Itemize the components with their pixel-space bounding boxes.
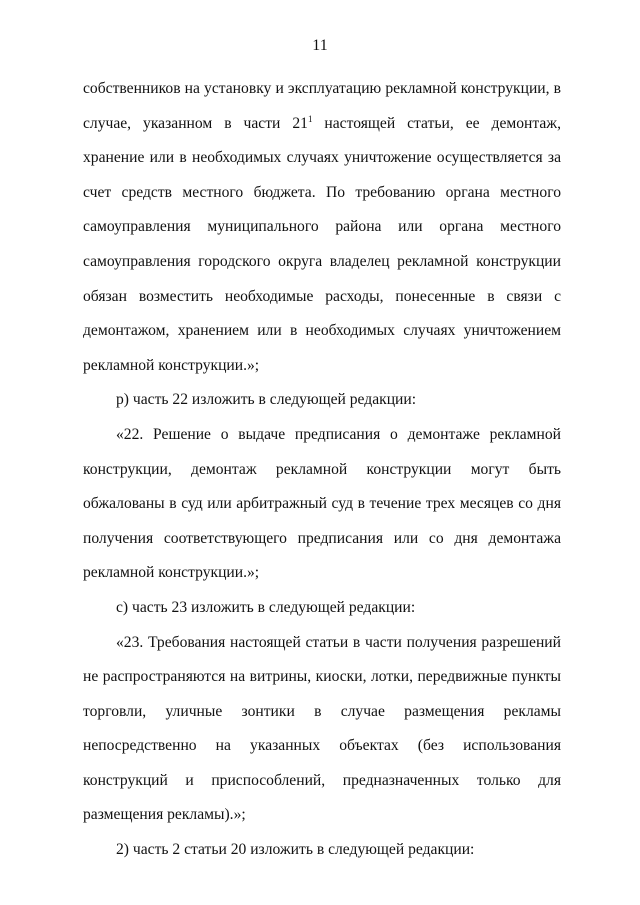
document-body (83, 72, 561, 868)
clause-s: с) часть 23 изложить в следующей редакции: (116, 598, 416, 616)
paragraph-continuation (83, 72, 561, 383)
item-2: 2) часть 2 статьи 20 изложить в следующей редакции: (116, 841, 475, 859)
page-number: 11 (312, 37, 328, 54)
clause-r: р) часть 22 изложить в следующей редакции: (116, 391, 417, 409)
part-22-text: «22. Решение о выдаче предписания о демонтаже рекламной конструкции, демонтаж рекламной конструкции могут быть обжалованы в суд или арбитражный суд в течение трех месяцев со дня получения соответствующего предписания или со дня демонтажа рекламной конструкции.»; (83, 425, 561, 582)
part-23-text: «23. Требования настоящей статьи в части получения разрешений не распространяются на витрины, киоски, лотки, передвижные пункты торговли, уличные зонтики в случае размещения рекламы непосредственно на указанных объектах (без использования конструкций и приспособлений, предназначенных только для размещения рекламы).»; (83, 633, 561, 824)
paragraph-continuation-text: собственников на установку и эксплуатацию рекламной конструкции, в случае, указанном в части 21 (83, 80, 561, 132)
paragraph-continuation-text-end: настоящей статьи, ее демонтаж, хранение или в необходимых случаях уничтожение осуществляется за счет средств местного бюджета. По требованию органа местного самоуправления муниципального района или органа местного самоуправления городского округа владелец рекламной конструкции обязан возместить необходимые расходы, понесенные в связи с демонтажом, хранением или в необходимых случаях уничтожением рекламной конструкции.»; (83, 114, 561, 374)
superscript-index: 1 (307, 113, 313, 124)
